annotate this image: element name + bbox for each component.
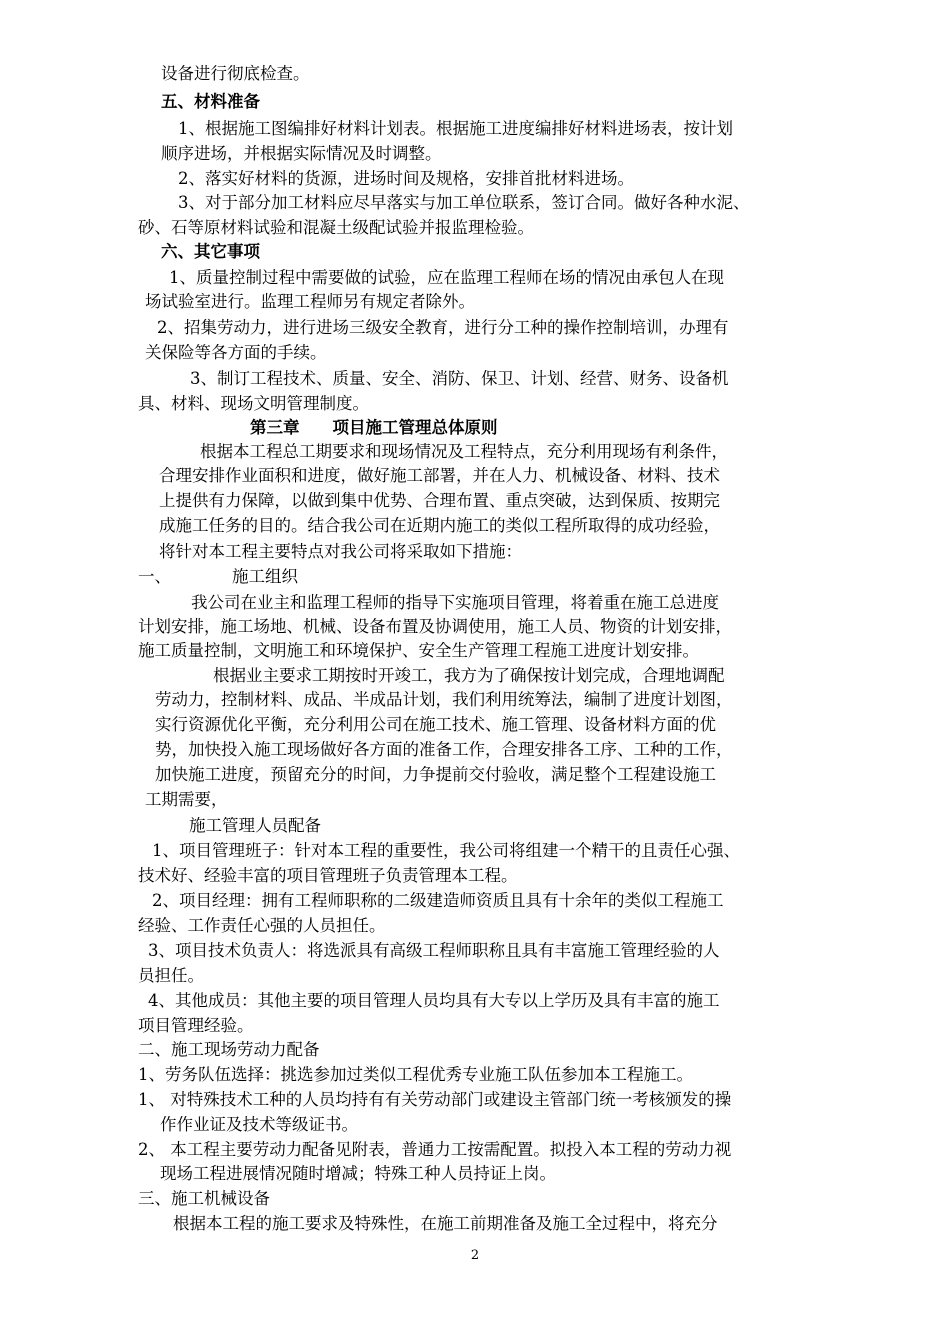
section-heading: 五、材料准备: [161, 92, 260, 111]
text-line: 关保险等各方面的手续。: [145, 343, 327, 362]
text-line: 计划安排，施工场地、机械、设备布置及协调使用，施工人员、物资的计划安排，: [138, 617, 732, 636]
text-line: 劳动力，控制材料、成品、半成品计划，我们利用统筹法，编制了进度计划图，: [155, 690, 733, 709]
subsection-title: 施工管理人员配备: [189, 816, 321, 835]
text-line: 场试验室进行。监理工程师另有规定者除外。: [145, 292, 475, 311]
text-line: 施工质量控制，文明施工和环境保护、安全生产管理工程施工进度计划安排。: [138, 641, 699, 660]
text-line: 加快施工进度，预留充分的时间，力争提前交付验收，满足整个工程建设施工: [155, 765, 716, 784]
text-line: 工期需要，: [145, 790, 228, 809]
text-line: 成施工任务的目的。结合我公司在近期内施工的类似工程所取得的成功经验，: [159, 516, 720, 535]
text-line: 1、项目管理班子：针对本工程的重要性，我公司将组建一个精干的且责任心强、: [152, 841, 740, 860]
text-line: 我公司在业主和监理工程师的指导下实施项目管理，将着重在施工总进度: [191, 593, 719, 612]
text-line: 2、项目经理：拥有工程师职称的二级建造师资质且具有十余年的类似工程施工: [152, 891, 724, 910]
section-title: 施工组织: [232, 567, 298, 586]
text-line: 砂、石等原材料试验和混凝土级配试验并报监理检验。: [138, 218, 534, 237]
text-line: 根据业主要求工期按时开竣工，我方为了确保按计划完成，合理地调配: [213, 666, 725, 685]
text-line: 上提供有力保障，以做到集中优势、合理布置、重点突破，达到保质、按期完: [159, 491, 720, 510]
text-line: 3、项目技术负责人：将选派具有高级工程师职称且具有丰富施工管理经验的人: [148, 941, 720, 960]
section-heading: 六、其它事项: [161, 242, 260, 261]
text-line: 设备进行彻底检查。: [161, 64, 310, 83]
text-line: 经验、工作责任心强的人员担任。: [138, 916, 386, 935]
text-line: 1、劳务队伍选择：挑选参加过类似工程优秀专业施工队伍参加本工程施工。: [138, 1065, 693, 1084]
text-line: 2、落实好材料的货源，进场时间及规格，安排首批材料进场。: [178, 169, 634, 188]
text-line: 3、对于部分加工材料应尽早落实与加工单位联系，签订合同。做好各种水泥、: [178, 193, 750, 212]
page-number: 2: [470, 1248, 480, 1263]
text-line: 将针对本工程主要特点对我公司将采取如下措施：: [159, 542, 522, 561]
text-line: 具、材料、现场文明管理制度。: [138, 394, 369, 413]
section-number: 一、: [138, 567, 171, 586]
text-line: 根据本工程总工期要求和现场情况及工程特点，充分利用现场有利条件，: [200, 442, 728, 461]
text-line: 势，加快投入施工现场做好各方面的准备工作，合理安排各工序、工种的工作，: [155, 740, 733, 759]
text-line: 实行资源优化平衡，充分利用公司在施工技术、施工管理、设备材料方面的优: [155, 715, 716, 734]
text-line: 2、 本工程主要劳动力配备见附表，普通力工按需配置。拟投入本工程的劳动力视: [138, 1140, 732, 1159]
text-line: 顺序进场，并根据实际情况及时调整。: [161, 144, 442, 163]
text-line: 4、其他成员：其他主要的项目管理人员均具有大专以上学历及具有丰富的施工: [148, 991, 720, 1010]
text-line: 根据本工程的施工要求及特殊性，在施工前期准备及施工全过程中，将充分: [173, 1214, 718, 1233]
text-line: 合理安排作业面积和进度，做好施工部署，并在人力、机械设备、材料、技术: [159, 466, 720, 485]
chapter-heading: 第三章 项目施工管理总体原则: [250, 418, 498, 437]
text-line: 3、制订工程技术、质量、安全、消防、保卫、计划、经营、财务、设备机: [190, 369, 729, 388]
text-line: 技术好、经验丰富的项目管理班子负责管理本工程。: [138, 866, 518, 885]
text-line: 现场工程进展情况随时增减；特殊工种人员持证上岗。: [160, 1164, 556, 1183]
text-line: 作作业证及技术等级证书。: [160, 1115, 358, 1134]
text-line: 2、招集劳动力，进行进场三级安全教育，进行分工种的操作控制培训，办理有: [157, 318, 729, 337]
subsection-title: 三、施工机械设备: [138, 1189, 270, 1208]
text-line: 1、 对特殊技术工种的人员均持有有关劳动部门或建设主管部门统一考核颁发的操: [138, 1090, 732, 1109]
subsection-title: 二、施工现场劳动力配备: [138, 1040, 320, 1059]
text-line: 项目管理经验。: [138, 1016, 254, 1035]
text-line: 员担任。: [138, 966, 204, 985]
text-line: 1、质量控制过程中需要做的试验，应在监理工程师在场的情况由承包人在现: [169, 268, 724, 287]
text-line: 1、根据施工图编排好材料计划表。根据施工进度编排好材料进场表，按计划: [178, 119, 733, 138]
